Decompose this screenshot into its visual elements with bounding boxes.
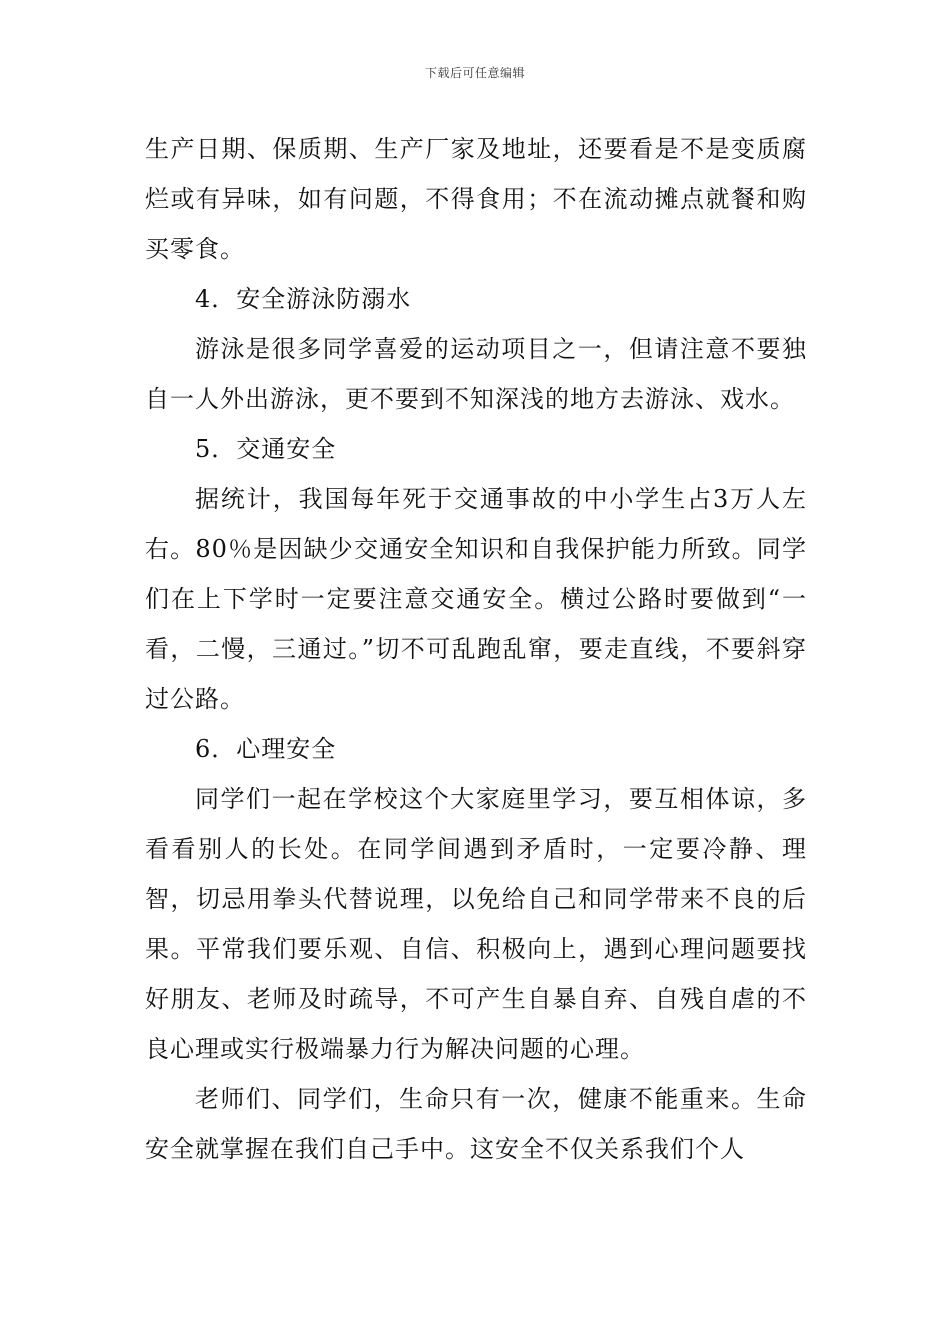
section-heading-mental: 6．心理安全 xyxy=(195,735,337,763)
paragraph-swimming: 游泳是很多同学喜爱的运动项目之一，但请注意不要独自一人外出游泳，更不要到不知深浅的地方去游泳、戏水。 xyxy=(145,335,807,413)
section-heading-swimming: 4．安全游泳防溺水 xyxy=(195,285,412,313)
page-header: 下载后可任意编辑 xyxy=(424,66,525,80)
paragraph-traffic: 据统计，我国每年死于交通事故的中小学生占3万人左右。80％是因缺少交通安全知识和自我保护能力所致。同学们在上下学时一定要注意交通安全。横过公路时要做到“一看，二慢，三通过。”切不可乱跑乱窜，要走直线，不要斜穿过公路。 xyxy=(145,485,807,713)
paragraph-closing: 老师们、同学们，生命只有一次，健康不能重来。生命安全就掌握在我们自己手中。这安全不仅关系我们个人 xyxy=(145,1085,807,1163)
document-body xyxy=(145,124,807,1174)
paragraph-food-safety-continued: 生产日期、保质期、生产厂家及地址，还要看是不是变质腐烂或有异味，如有问题，不得食用；不在流动摊点就餐和购买零食。 xyxy=(145,135,807,263)
paragraph-mental: 同学们一起在学校这个大家庭里学习，要互相体谅，多看看别人的长处。在同学间遇到矛盾时，一定要冷静、理智，切忌用拳头代替说理，以免给自己和同学带来不良的后果。平常我们要乐观、自信、积极向上，遇到心理问题要找好朋友、老师及时疏导，不可产生自暴自弃、自残自虐的不良心理或实行极端暴力行为解决问题的心理。 xyxy=(145,785,807,1063)
section-heading-traffic: 5．交通安全 xyxy=(195,435,337,463)
